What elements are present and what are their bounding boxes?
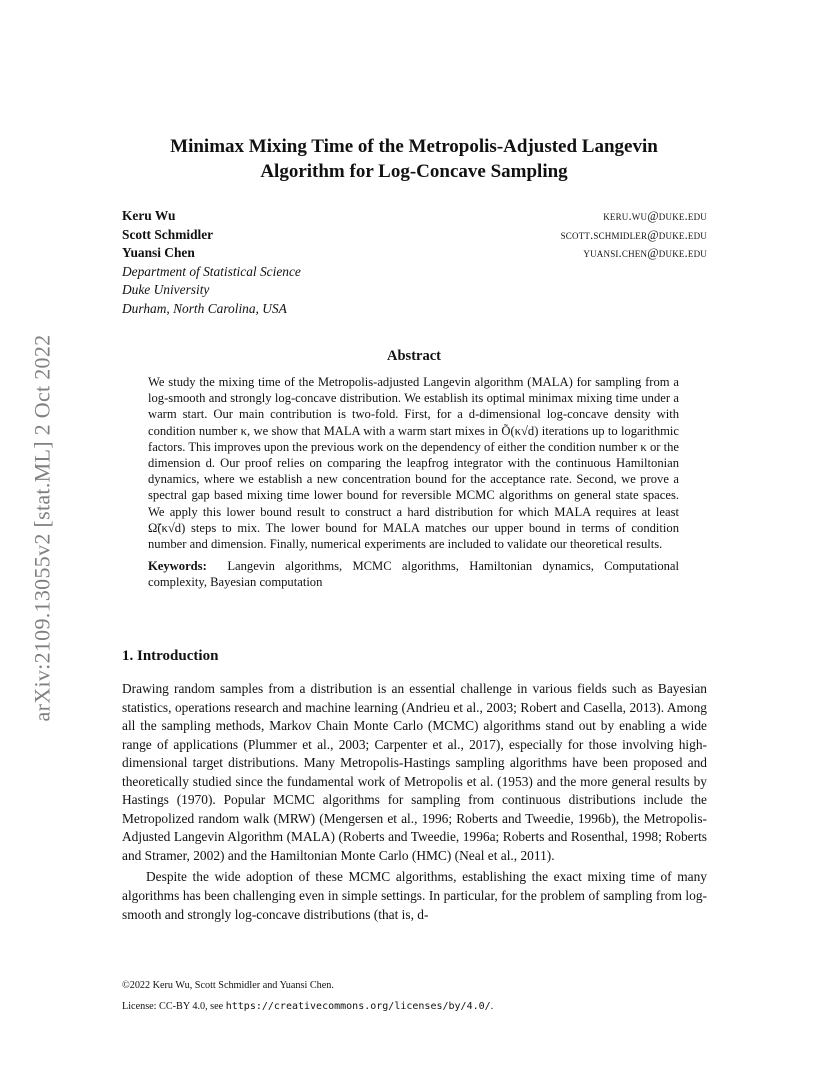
author-email: yuansi.chen@duke.edu: [583, 246, 707, 260]
keywords-list: Langevin algorithms, MCMC algorithms, Hamiltonian dynamics, Computational complexity, Bayesian computation: [148, 559, 680, 590]
author-name: Scott Schmidler: [122, 226, 214, 242]
author-row: [122, 207, 707, 226]
abstract-part-1: We study the mixing time of the Metropolis-adjusted Langevin algorithm (MALA) for sampling from a log-smooth and strongly log-concave distribution. We establish its optimal minimax mixing time under a warm start. Our main contribution is two-fold. First, for a d-dimensional log-concave density with condition number κ, we show that MALA with a warm start mixes in: [148, 375, 679, 438]
author-email: keru.wu@duke.edu: [603, 209, 707, 223]
paper-title: [110, 134, 718, 184]
title-line-1: Minimax Mixing Time of the Metropolis-Adjusted Langevin: [170, 136, 658, 157]
license-prefix: License: CC-BY 4.0, see: [122, 1001, 226, 1012]
abstract-part-2: iterations up to logarithmic factors. This improves upon the previous work on the dependency of either the condition number κ or the dimension d. Our proof relies on comparing the leapfrog integrator with the continuous Hamiltonian dynamics, where we establish a new concentration bound for the acceptance rate. Second, we prove a spectral gap based mixing time lower bound for reversible MCMC algorithms on general state spaces. We apply this lower bound result to construct a hard distribution for which MALA requires at least: [148, 423, 680, 519]
author-email: scott.schmidler@duke.edu: [560, 227, 707, 242]
footer-license: [122, 1001, 493, 1012]
arxiv-sidebar-stamp: [22, 288, 62, 768]
affiliation-department: Department of Statistical Science: [122, 263, 301, 279]
upper-bound-formula: Õ(κ√d): [501, 423, 539, 438]
keywords: [148, 558, 679, 590]
intro-paragraph-2: Despite the wide adoption of these MCMC algorithms, establishing the exact mixing time of many algorithms has been challenging even in simple settings. In particular, for the problem of sampling from log-smooth and strongly log-concave distributions (that is, d-: [122, 869, 707, 922]
abstract-heading: Abstract: [387, 348, 441, 364]
title-line-2: Algorithm for Log-Concave Sampling: [260, 161, 568, 182]
keywords-label: Keywords:: [148, 559, 207, 574]
section-heading: 1. Introduction: [122, 648, 219, 664]
intro-paragraph-1: Drawing random samples from a distribution is an essential challenge in various fields such as Bayesian statistics, operations research and machine learning (Andrieu et al., 2003; Robert and Casella, 2013). Among all the sampling methods, Markov Chain Monte Carlo (MCMC) algorithms stand out by enabling a wide range of applications (Plummer et al., 2003; Carpenter et al., 2017), especially for those involving high-dimensional target distributions. Many Metropolis-Hastings sampling algorithms have been proposed and theoretically studied since the fundamental work of Metropolis et al. (1953) and the more general results by Hastings (1970). Popular MCMC algorithms for sampling from continuous distributions include the Metropolized random walk (MRW) (Mengersen et al., 1996; Roberts and Tweedie, 1996b), the Metropolis-Adjusted Langevin Algorithm (MALA) (Roberts and Tweedie, 1996a; Roberts and Rosenthal, 1998; Roberts and Stramer, 2002) and the Hamiltonian Monte Carlo (HMC) (Neal et al., 2011).: [122, 681, 707, 863]
footer-copyright: ©2022 Keru Wu, Scott Schmidler and Yuansi Chen.: [122, 980, 334, 991]
author-row: [122, 226, 707, 245]
license-link[interactable]: https://creativecommons.org/licenses/by/4.0/: [225, 1001, 491, 1012]
arxiv-identifier: arXiv:2109.13055v2 [stat.ML] 2 Oct 2022: [29, 334, 54, 722]
abstract: [148, 374, 679, 591]
author-name: Yuansi Chen: [122, 245, 195, 260]
affiliation-location: Durham, North Carolina, USA: [122, 300, 287, 316]
affiliation-university: Duke University: [122, 282, 210, 297]
license-suffix: .: [490, 1001, 494, 1012]
author-block: [122, 207, 707, 318]
introduction-body: [122, 680, 707, 924]
abstract-text: [148, 374, 679, 552]
author-name: Keru Wu: [122, 208, 176, 223]
author-row: [122, 244, 707, 263]
lower-bound-formula: Ω̃(κ√d): [148, 520, 186, 535]
abstract-part-3: steps to mix. The lower bound for MALA matches our upper bound in terms of condition number and dimension. Finally, numerical experiments are included to validate our theoretical results.: [148, 520, 679, 552]
